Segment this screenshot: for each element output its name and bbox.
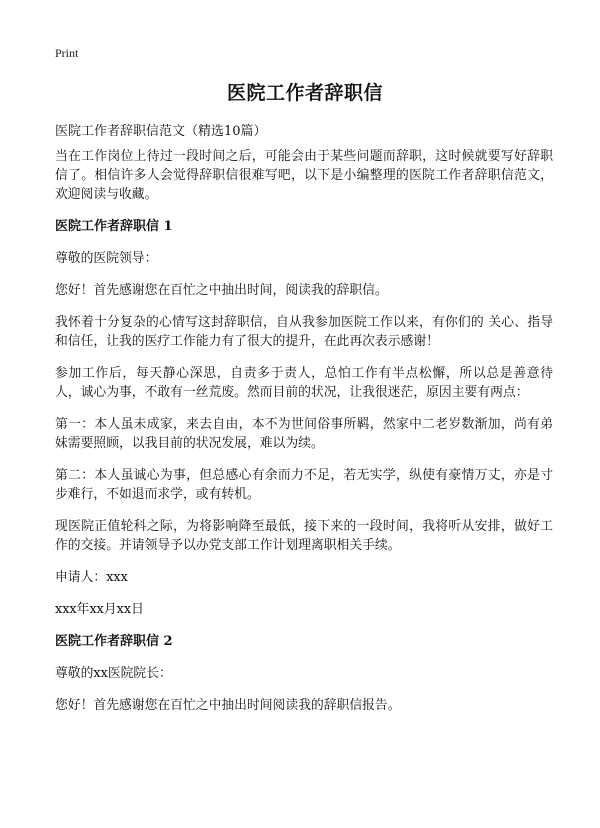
page-title: 医院工作者辞职信	[226, 82, 383, 104]
letter-1-paragraph-3: 参加工作后，每天静心深思，自责多于责人，总怕工作有半点松懈，所以总是善意待人，诚心为事，不敢有一丝荒废。然而目前的状况，让我很迷茫，原因主要有两点：	[55, 366, 553, 400]
letter-1-paragraph-4: 第一：本人虽未成家，来去自由，本不为世间俗事所羁，然家中二老岁数渐加，尚有弟妹需要照顾，以我目前的状况发展，难以为续。	[55, 417, 553, 451]
letter-1-date: xxx年xx月xx日	[55, 602, 144, 617]
document-body	[55, 147, 553, 728]
letter-1-salutation: 尊敬的医院领导：	[55, 251, 158, 266]
print-link[interactable]: Print	[55, 46, 79, 60]
letter-2-salutation: 尊敬的xx医院院长：	[55, 666, 172, 681]
letter-1-applicant: 申请人：xxx	[55, 570, 128, 585]
intro-paragraph: 当在工作岗位上待过一段时间之后，可能会由于某些问题而辞职，这时候就要写好辞职信了。相信许多人会觉得辞职信很难写吧，以下是小编整理的医院工作者辞职信范文，欢迎阅读与收藏。	[55, 149, 553, 202]
letter-1-paragraph-6: 现医院正值轮科之际，为将影响降至最低，接下来的一段时间，我将听从安排，做好工作的交接。并请领导予以办党支部工作计划理离职相关手续。	[55, 519, 553, 553]
letter-1-paragraph-5: 第二：本人虽诚心为事，但总感心有余而力不足，若无实学，纵使有豪情万丈，亦是寸步难行，不如退而求学，或有转机。	[55, 468, 553, 502]
letter-1-paragraph-2: 我怀着十分复杂的心情写这封辞职信，自从我参加医院工作以来，有你们的 关心、指导和信任，让我的医疗工作能力有了很大的提升，在此再次表示感谢！	[55, 315, 553, 349]
letter-1-heading: 医院工作者辞职信 1	[55, 219, 173, 234]
letter-2-heading: 医院工作者辞职信 2	[55, 634, 173, 649]
letter-2-greeting: 您好！首先感谢您在百忙之中抽出时间阅读我的辞职信报告。	[55, 698, 401, 713]
letter-1-greeting: 您好！首先感谢您在百忙之中抽出时间，阅读我的辞职信。	[55, 283, 388, 298]
subtitle: 医院工作者辞职信范文（精选10篇）	[55, 124, 267, 139]
